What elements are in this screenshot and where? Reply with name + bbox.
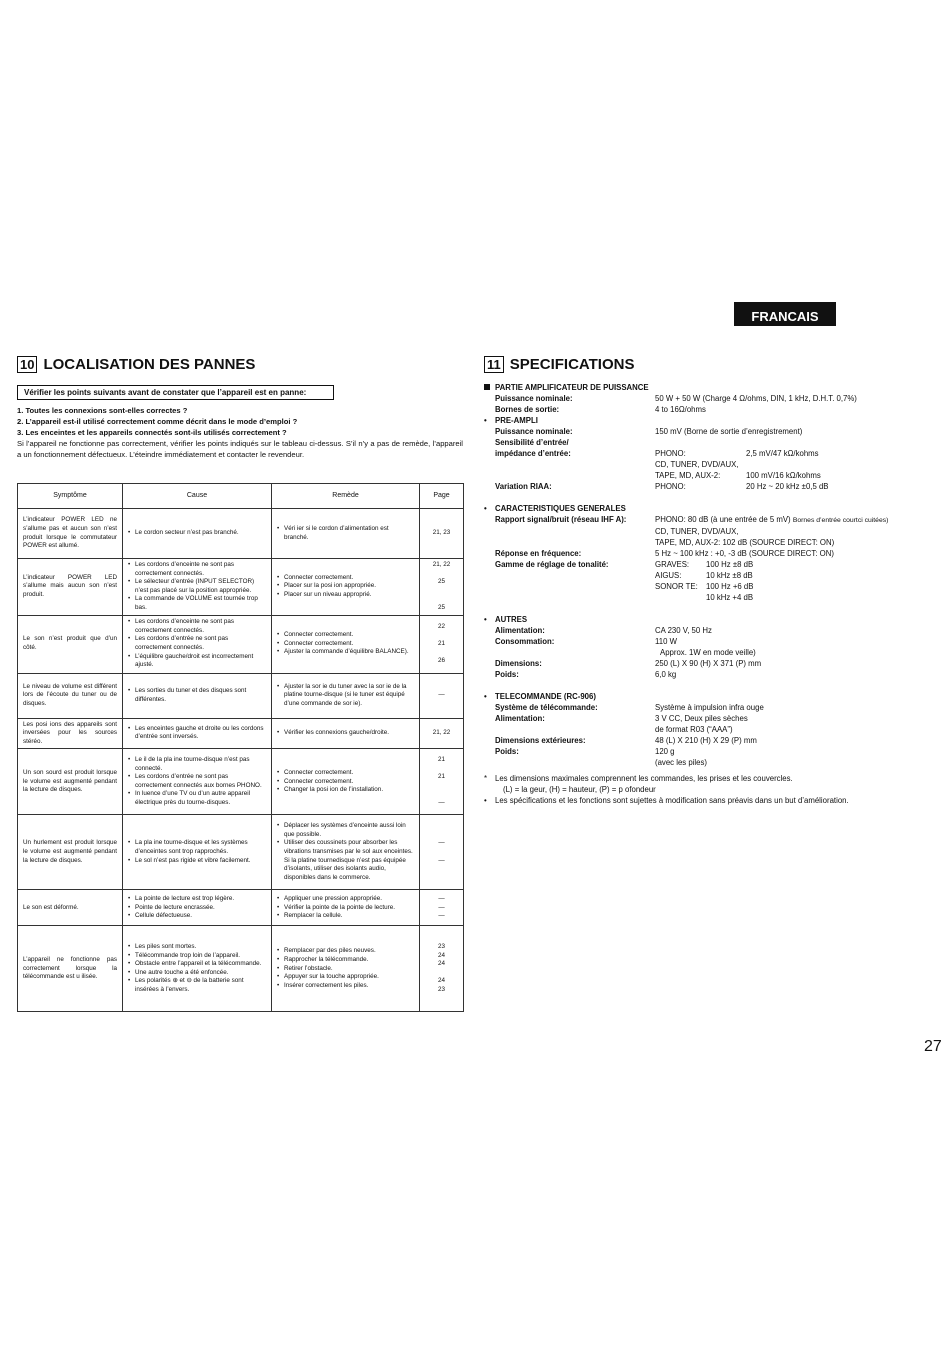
table-row: [18, 673, 464, 718]
cause-item: • Les cordons d’enceinte ne sont pas correctement connectés.: [128, 561, 266, 578]
spec-label: Sensibilité d’entrée/: [495, 438, 569, 447]
page-cell: — — —: [420, 890, 464, 926]
spec-value: 10 kHz +4 dB: [706, 593, 754, 602]
cause-item: • Cellule défectueuse.: [128, 912, 266, 921]
spec-label: Dimensions:: [495, 659, 542, 668]
remedy-item: • Connecter correctement.: [277, 769, 414, 778]
page-cell: 21, 22: [420, 718, 464, 749]
section-11-title: [484, 356, 634, 373]
troubleshooting-table: [17, 483, 464, 1012]
page-cell: —: [420, 673, 464, 718]
cause-item: • La commande de VOLUME est tournée trop bas.: [128, 595, 266, 612]
bullet-icon: •: [484, 615, 487, 624]
cause-cell: [123, 673, 272, 718]
remedy-cell: [272, 559, 420, 616]
spec-label: Alimentation:: [495, 714, 545, 723]
section-11-number: 11: [484, 356, 504, 373]
remedy-item: • Remplacer par des piles neuves.: [277, 947, 414, 956]
remedy-item: • Véri ier si le cordon d’alimentation est branché.: [277, 525, 414, 542]
section-10-heading: LOCALISATION DES PANNES: [43, 356, 256, 373]
bullet-icon: •: [484, 796, 487, 805]
remedy-item: • Insérer correctement les piles.: [277, 982, 414, 991]
spec-value: 5 Hz ~ 100 kHz : +0, -3 dB (SOURCE DIRECT: ON): [655, 549, 834, 558]
table-row: [18, 615, 464, 673]
cause-item: • L’équilibre gauche/droit est incorrectement ajusté.: [128, 653, 266, 670]
spec-value: 250 (L) X 90 (H) X 371 (P) mm: [655, 659, 762, 668]
check-item-1: 1. Toutes les connexions sont-elles correctes ?: [17, 406, 188, 415]
spec-label: Puissance nominale:: [495, 394, 573, 403]
spec-value: 50 W + 50 W (Charge 4 Ω/ohms, DIN, 1 kHz, D.H.T. 0,7%): [655, 394, 857, 403]
spec-value: 20 Hz ~ 20 kHz ±0,5 dB: [746, 482, 829, 491]
remedy-item: • Appuyer sur la touche appropriée.: [277, 973, 414, 982]
remedy-item: • Appliquer une pression appropriée.: [277, 895, 414, 904]
spec-value: 120 g: [655, 747, 675, 756]
spec-value: CD, TUNER, DVD/AUX,: [655, 460, 739, 469]
spec-value: CA 230 V, 50 Hz: [655, 626, 712, 635]
page-cell: — —: [420, 815, 464, 890]
spec-key: PHONO:: [655, 482, 686, 491]
remedy-item: • Connecter correctement.: [277, 640, 414, 649]
remedy-item: • Vérifier la pointe de la pointe de lecture.: [277, 904, 414, 913]
spec-label: Rapport signal/bruit (réseau IHF A):: [495, 515, 627, 524]
spec-value: PHONO: 80 dB (à une entrée de 5 mV): [655, 515, 791, 524]
header-page: Page: [420, 484, 464, 509]
check-instruction-box: Vérifier les points suivants avant de constater que l’appareil est en panne:: [17, 385, 334, 400]
spec-note: Bornes d’entrée courtci cuitées): [792, 517, 889, 524]
table-row: [18, 509, 464, 559]
check-item-3: 3. Les enceintes et les appareils connectés sont-ils utilisés correctement ?: [17, 428, 287, 437]
cause-item: • Les sorties du tuner et des disques sont différentes.: [128, 687, 266, 704]
square-bullet-icon: [484, 384, 490, 390]
table-row: [18, 890, 464, 926]
remedy-item: • Placer sur un niveau approprié.: [277, 591, 414, 600]
remedy-item: • Ajuster la sor ie du tuner avec la sor ie de la platine tourne-disque (si le tuner est équipé d’une commande de sor ie).: [277, 683, 414, 709]
remedy-item: • Retirer l’obstacle.: [277, 965, 414, 974]
cause-cell: [123, 615, 272, 673]
spec-key: SONOR TE:: [655, 582, 698, 591]
spec-value: 10 kHz ±8 dB: [706, 571, 753, 580]
spec-value: de format R03 (“AAA”): [655, 725, 733, 734]
cause-cell: [123, 890, 272, 926]
other-heading: • AUTRES: [484, 615, 528, 624]
remedy-cell: [272, 815, 420, 890]
table-row: [18, 749, 464, 815]
cause-cell: [123, 509, 272, 559]
spec-key: GRAVES:: [655, 560, 690, 569]
intro-paragraph: Si l’appareil ne fonctionne pas correctement, vérifier les points indiqués sur le tableau ci-dessus. S’il n’y a pas de remède, l’appareil a un fonctionnement défectueux. L’éteindre immédiatement et contacter le revendeur.: [17, 439, 463, 459]
spec-label: Variation RIAA:: [495, 482, 552, 491]
cause-item: • La pointe de lecture est trop légère.: [128, 895, 266, 904]
spec-label: Consommation:: [495, 637, 555, 646]
cause-item: • Les cordons d’enceinte ne sont pas correctement connectés.: [128, 618, 266, 635]
spec-label: Puissance nominale:: [495, 427, 573, 436]
header-cause: Cause: [123, 484, 272, 509]
spec-value: 2,5 mV/47 kΩ/kohms: [746, 449, 819, 458]
header-remedy: Remède: [272, 484, 420, 509]
note-text: Les dimensions maximales comprennent les commandes, les prises et les couvercles.: [495, 774, 793, 783]
spec-label: Alimentation:: [495, 626, 545, 635]
spec-label: impédance d’entrée:: [495, 449, 571, 458]
section-10-title: [17, 356, 255, 373]
remedy-item: • Vérifier les connexions gauche/droite.: [277, 729, 414, 738]
remedy-item: • Rapprocher la télécommande.: [277, 956, 414, 965]
spec-value: 100 mV/16 kΩ/kohms: [746, 471, 821, 480]
page-cell: 21, 23: [420, 509, 464, 559]
remedy-item: • Ajuster la commande d’équilibre BALANCE).: [277, 648, 414, 657]
bullet-icon: •: [484, 416, 487, 425]
symptom-cell: L’indicateur POWER LED s’allume mais aucun son n’est produit.: [18, 559, 123, 616]
cause-cell: [123, 815, 272, 890]
spec-label: Système de télécommande:: [495, 703, 598, 712]
spec-key: PHONO:: [655, 449, 686, 458]
table-row: [18, 559, 464, 616]
page-cell: 21, 22 25 25: [420, 559, 464, 616]
spec-value: CD, TUNER, DVD/AUX,: [655, 527, 739, 536]
spec-value: (avec les piles): [655, 758, 707, 767]
cause-cell: [123, 559, 272, 616]
remedy-item: • Placer sur la posi ion appropriée.: [277, 582, 414, 591]
spec-value: 4 to 16Ω/ohms: [655, 405, 706, 414]
symptom-cell: L’indicateur POWER LED ne s’allume pas et aucun son n’est produit lorsque le commutateur POWER est allumé.: [18, 509, 123, 559]
cause-item: • La pla ine tourne-disque et les systèmes d’enceintes sont trop rapprochés.: [128, 839, 266, 856]
cause-item: • Le cordon secteur n’est pas branché.: [128, 529, 266, 538]
cause-item: • Les cordons d’entrée ne sont pas correctement connectés.: [128, 635, 266, 652]
page-cell: 23 24 24 24 23: [420, 926, 464, 1012]
cause-item: • Une autre touche a été enfoncée.: [128, 969, 266, 978]
spec-label: Bornes de sortie:: [495, 405, 560, 414]
cause-item: • Le il de la pla ine tourne-disque n’est pas connecté.: [128, 756, 266, 773]
specifications-list: [484, 382, 924, 768]
spec-value: 3 V CC, Deux piles sèches: [655, 714, 748, 723]
spec-value: 6,0 kg: [655, 670, 677, 679]
note-text: Les spécifications et les fonctions sont sujettes à modification sans préavis dans un but d’amélioration.: [495, 796, 849, 805]
spec-value: 150 mV (Borne de sortie d’enregistrement): [655, 427, 803, 436]
cause-cell: [123, 718, 272, 749]
spec-notes: [484, 773, 924, 806]
cause-cell: [123, 926, 272, 1012]
symptom-cell: Un son sourd est produit lorsque le volume est augmenté pendant la lecture de disques.: [18, 749, 123, 815]
remedy-item: • Remplacer la cellule.: [277, 912, 414, 921]
spec-label: Réponse en fréquence:: [495, 549, 582, 558]
troubleshooting-intro: [17, 405, 463, 460]
remedy-item: • Connecter correctement.: [277, 631, 414, 640]
symptom-cell: Le son n’est produit que d’un côté.: [18, 615, 123, 673]
cause-item: • Le sélecteur d’entrée (INPUT SELECTOR) n’est pas placé sur la position appropriée.: [128, 578, 266, 595]
page-cell: 22 21 26: [420, 615, 464, 673]
table-row: [18, 718, 464, 749]
spec-key: TAPE, MD, AUX-2:: [655, 471, 721, 480]
spec-label: Poids:: [495, 670, 519, 679]
remedy-cell: [272, 615, 420, 673]
remedy-item: • Connecter correctement.: [277, 574, 414, 583]
amp-heading: PARTIE AMPLIFICATEUR DE PUISSANCE: [484, 382, 924, 393]
remedy-item: • Connecter correctement.: [277, 778, 414, 787]
symptom-cell: L’appareil ne fonctionne pas correctement lorsque la télécommande est u ilisée.: [18, 926, 123, 1012]
cause-item: • In luence d’une TV ou d’un autre appareil électrique près du tourne-disques.: [128, 790, 266, 807]
cause-item: • Le sol n’est pas rigide et vibre facilement.: [128, 857, 266, 866]
general-heading: • CARACTERISTIQUES GENERALES: [484, 504, 626, 513]
spec-label: Dimensions extérieures:: [495, 736, 586, 745]
remedy-cell: [272, 926, 420, 1012]
cause-item: • Les piles sont mortes.: [128, 943, 266, 952]
cause-item: • Pointe de lecture encrassée.: [128, 904, 266, 913]
spec-label: Poids:: [495, 747, 519, 756]
remote-heading: • TELECOMMANDE (RC-906): [484, 692, 596, 701]
symptom-cell: Le niveau de volume est différent lors de l’écoute du tuner ou de disques.: [18, 673, 123, 718]
spec-value: 100 Hz +6 dB: [706, 582, 754, 591]
bullet-icon: •: [484, 504, 487, 513]
cause-item: • Les enceintes gauche et droite ou les cordons d’entrée sont inversés.: [128, 725, 266, 742]
table-body: [18, 509, 464, 1012]
symptom-cell: Le son est déformé.: [18, 890, 123, 926]
table-row: [18, 815, 464, 890]
preamp-heading: • PRE-AMPLI: [484, 416, 538, 425]
section-11-heading: SPECIFICATIONS: [509, 356, 635, 373]
cause-item: • Télécommande trop loin de l’appareil.: [128, 952, 266, 961]
spec-value: 48 (L) X 210 (H) X 29 (P) mm: [655, 736, 757, 745]
page-cell: 21 21 —: [420, 749, 464, 815]
header-symptom: Symptôme: [18, 484, 123, 509]
spec-value: Approx. 1W en mode veille): [660, 648, 756, 657]
section-10-number: 10: [17, 356, 37, 373]
check-item-2: 2. L’appareil est-il utilisé correctement comme décrit dans le mode d’emploi ?: [17, 417, 298, 426]
language-tab: FRANCAIS: [734, 302, 836, 326]
remedy-cell: [272, 673, 420, 718]
bullet-icon: •: [484, 692, 487, 701]
table-header-row: [18, 484, 464, 509]
cause-cell: [123, 749, 272, 815]
spec-label: Gamme de réglage de tonalité:: [495, 560, 609, 569]
remedy-cell: [272, 718, 420, 749]
note-text: (L) = la geur, (H) = hauteur, (P) = p ofondeur: [503, 785, 656, 794]
remedy-cell: [272, 749, 420, 815]
cause-item: • Les cordons d’entrée ne sont pas correctement connectés aux bornes PHONO.: [128, 773, 266, 790]
spec-key: AIGUS:: [655, 571, 682, 580]
spec-value: 100 Hz ±8 dB: [706, 560, 754, 569]
remedy-item: • Déplacer les systèmes d’enceinte aussi loin que possible.: [277, 822, 414, 839]
remedy-cell: [272, 890, 420, 926]
symptom-cell: Les posi ions des appareils sont inversées pour les sources stéréo.: [18, 718, 123, 749]
spec-value: TAPE, MD, AUX-2: 102 dB (SOURCE DIRECT: ON): [655, 538, 835, 547]
spec-value: 110 W: [655, 637, 677, 646]
page-number: 27: [924, 1038, 942, 1055]
remedy-item: • Changer la posi ion de l’installation.: [277, 786, 414, 795]
symptom-cell: Un hurlement est produit lorsque le volume est augmenté pendant la lecture de disques.: [18, 815, 123, 890]
remedy-item: • Utiliser des coussinets pour absorber les vibrations transmises par le sol aux enceintes. Si la platine tournedisque n’est pas équipée d’isolants, utiliser des isolants audio, disponibles dans le commerce.: [277, 839, 414, 882]
table-row: [18, 926, 464, 1012]
asterisk-icon: *: [484, 774, 488, 783]
cause-item: • Obstacle entre l’appareil et la télécommande.: [128, 960, 266, 969]
remedy-cell: [272, 509, 420, 559]
spec-value: Système à impulsion infra ouge: [655, 703, 764, 712]
cause-item: • Les polarités ⊕ et ⊖ de la batterie sont insérées à l’envers.: [128, 977, 266, 994]
